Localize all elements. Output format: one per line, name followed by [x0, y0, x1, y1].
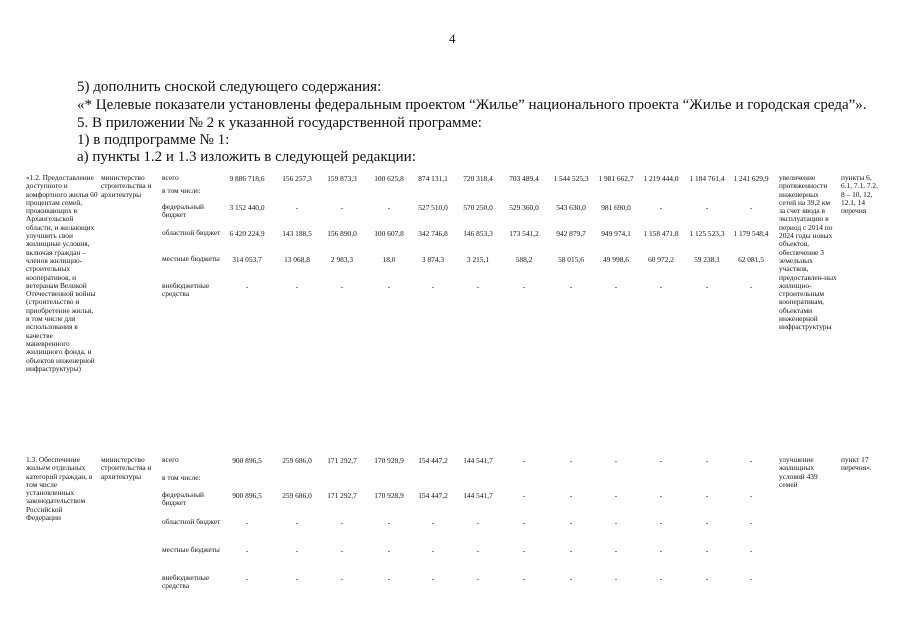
value-cell: -: [569, 491, 573, 500]
value-cell: -: [522, 546, 526, 555]
value-cell: 9 886 718,6: [229, 174, 265, 183]
value-cell: -: [522, 491, 526, 500]
value-cell: 1 184 761,4: [689, 174, 725, 183]
value-cell: -: [522, 282, 526, 291]
value-cell: 259 686,0: [282, 491, 312, 500]
value-cell: 171 292,7: [327, 491, 357, 500]
value-cell: 2 983,3: [330, 255, 354, 264]
value-cell: 49 998,6: [603, 255, 629, 264]
value-cell: -: [569, 546, 573, 555]
value-cell: -: [295, 546, 299, 555]
value-cell: 588,2: [515, 255, 533, 264]
value-cell: -: [431, 518, 435, 527]
value-cell: 570 250,0: [463, 203, 493, 212]
value-cell: -: [569, 518, 573, 527]
value-cell: 170 928,9: [374, 491, 404, 500]
source-label: местные бюджеты: [162, 545, 220, 554]
value-cell: -: [659, 282, 663, 291]
value-cell: 1 125 523,3: [689, 229, 725, 238]
value-cell: -: [749, 491, 753, 500]
value-cell: 154 447,2: [418, 456, 448, 465]
value-cell: 1 544 525,3: [553, 174, 589, 183]
value-cell: 259 686,0: [282, 456, 312, 465]
row-1-3-name: 1.3. Обеспечение жильем отдельных категорий граждан, в том числе установленных законодательством Российской Федерации: [26, 455, 93, 523]
value-cell: -: [614, 282, 618, 291]
source-label: федеральный бюджет: [162, 490, 204, 508]
row-1-2-name: «1.2. Предоставление доступного и комфортного жилья 60 процентам семей, проживающих в Архангельской области, и желающих улучшить свои жилищные условия, включая граждан – членов жилищно-строительных кооперативов, и ветеранам Великой Отечественной войны (строительство и приобретение жилья, в том числе для использования в качестве маневренного жилищного фонда, и объектов инженерной инфраструктуры): [26, 173, 98, 373]
value-cell: -: [749, 282, 753, 291]
value-cell: -: [659, 518, 663, 527]
value-cell: -: [614, 456, 618, 465]
value-cell: 942 879,7: [556, 229, 586, 238]
value-cell: -: [659, 546, 663, 555]
value-cell: 720 318,4: [463, 174, 493, 183]
text-line-2: «* Целевые показатели установлены федеральным проектом “Жилье” национального проекта “Жилье и городская среда”».: [77, 97, 867, 113]
source-label: внебюджетные средства: [162, 281, 210, 299]
source-label: всего: [162, 173, 179, 182]
value-cell: 900 896,5: [232, 491, 262, 500]
value-cell: 900 896,5: [232, 456, 262, 465]
value-cell: 342 746,8: [418, 229, 448, 238]
value-cell: -: [295, 203, 299, 212]
value-cell: 1 179 548,4: [733, 229, 769, 238]
value-cell: -: [749, 518, 753, 527]
value-cell: 60 972,2: [648, 255, 674, 264]
source-label: областной бюджет: [162, 517, 221, 526]
value-cell: 543 630,0: [556, 203, 586, 212]
value-cell: 6 420 224,9: [229, 229, 265, 238]
value-cell: 143 188,5: [282, 229, 312, 238]
value-cell: -: [245, 546, 249, 555]
value-cell: 62 081,5: [738, 255, 764, 264]
row-1-2-executor: министерство строительства и архитектуры: [101, 173, 152, 199]
value-cell: 527 510,0: [418, 203, 448, 212]
value-cell: -: [705, 203, 709, 212]
value-cell: -: [476, 546, 480, 555]
value-cell: -: [522, 518, 526, 527]
source-label: в том числе:: [162, 186, 201, 195]
value-cell: -: [245, 282, 249, 291]
value-cell: 154 447,2: [418, 491, 448, 500]
value-cell: -: [614, 546, 618, 555]
row-1-2-link: пункты 6, 6.1, 7.1, 7.2, 8 – 10, 12, 12.1, 14 перечня: [841, 173, 878, 216]
row-1-3-link: пункт 17 перечня».: [841, 455, 872, 473]
row-1-3-executor: министерство строительства и архитектуры: [101, 455, 152, 481]
value-cell: -: [295, 574, 299, 583]
text-line-5: а) пункты 1.2 и 1.3 изложить в следующей редакции:: [77, 149, 416, 165]
value-cell: -: [340, 574, 344, 583]
value-cell: -: [659, 491, 663, 500]
value-cell: -: [659, 203, 663, 212]
value-cell: -: [749, 203, 753, 212]
value-cell: 3 152 440,0: [229, 203, 265, 212]
value-cell: -: [387, 282, 391, 291]
value-cell: -: [705, 282, 709, 291]
value-cell: -: [476, 282, 480, 291]
value-cell: 18,0: [382, 255, 396, 264]
value-cell: -: [659, 456, 663, 465]
value-cell: -: [569, 574, 573, 583]
page-number: 4: [449, 31, 456, 46]
value-cell: 59 238,1: [694, 255, 720, 264]
value-cell: 156 257,3: [282, 174, 312, 183]
value-cell: -: [705, 546, 709, 555]
text-line-1: 5) дополнить сноской следующего содержания:: [77, 79, 382, 95]
value-cell: -: [245, 574, 249, 583]
value-cell: 144 541,7: [463, 456, 493, 465]
row-1-3-result: улучшение жилищных условий 439 семей: [779, 455, 818, 489]
value-cell: 1 219 444,0: [643, 174, 679, 183]
value-cell: 13 068,8: [284, 255, 310, 264]
value-cell: 3 215,1: [466, 255, 490, 264]
value-cell: 314 053,7: [232, 255, 262, 264]
value-cell: 146 853,3: [463, 229, 493, 238]
value-cell: -: [295, 282, 299, 291]
value-cell: -: [431, 574, 435, 583]
source-label: внебюджетные средства: [162, 573, 210, 591]
source-label: местные бюджеты: [162, 254, 220, 263]
value-cell: -: [476, 518, 480, 527]
source-label: федеральный бюджет: [162, 202, 204, 220]
value-cell: 170 928,9: [374, 456, 404, 465]
value-cell: 703 489,4: [509, 174, 539, 183]
value-cell: -: [295, 518, 299, 527]
value-cell: -: [522, 456, 526, 465]
value-cell: 529 360,0: [509, 203, 539, 212]
value-cell: -: [431, 546, 435, 555]
value-cell: -: [705, 456, 709, 465]
value-cell: -: [569, 456, 573, 465]
value-cell: -: [476, 574, 480, 583]
text-line-3: 5. В приложении № 2 к указанной государственной программе:: [77, 115, 482, 131]
value-cell: -: [340, 203, 344, 212]
value-cell: 144 541,7: [463, 491, 493, 500]
value-cell: -: [431, 282, 435, 291]
value-cell: 173 541,2: [509, 229, 539, 238]
value-cell: -: [705, 518, 709, 527]
value-cell: 156 890,0: [327, 229, 357, 238]
value-cell: -: [387, 574, 391, 583]
value-cell: -: [245, 518, 249, 527]
value-cell: 100 607,8: [374, 229, 404, 238]
value-cell: -: [614, 574, 618, 583]
value-cell: -: [749, 546, 753, 555]
value-cell: 949 974,1: [601, 229, 631, 238]
source-label: в том числе:: [162, 473, 201, 482]
value-cell: 981 690,0: [601, 203, 631, 212]
value-cell: 100 625,8: [374, 174, 404, 183]
value-cell: -: [705, 491, 709, 500]
value-cell: 1 158 471,8: [643, 229, 679, 238]
value-cell: 1 241 629,9: [733, 174, 769, 183]
value-cell: -: [614, 518, 618, 527]
value-cell: -: [340, 546, 344, 555]
value-cell: 874 131,1: [418, 174, 448, 183]
source-label: областной бюджет: [162, 228, 221, 237]
value-cell: -: [749, 456, 753, 465]
value-cell: 58 015,6: [558, 255, 584, 264]
value-cell: -: [614, 491, 618, 500]
value-cell: -: [705, 574, 709, 583]
source-label: всего: [162, 455, 179, 464]
value-cell: 159 873,3: [327, 174, 357, 183]
value-cell: -: [522, 574, 526, 583]
value-cell: -: [340, 282, 344, 291]
value-cell: -: [659, 574, 663, 583]
value-cell: -: [387, 518, 391, 527]
value-cell: -: [749, 574, 753, 583]
value-cell: -: [387, 546, 391, 555]
value-cell: -: [340, 518, 344, 527]
row-1-2-result: увеличение протяженности инженерных сетей на 39,2 км за счет ввода в эксплуатацию в период с 2014 по 2024 годы новых объектов, обеспечение 3 земельных участков, предоставлен-ных жилищно-строительным кооперативам, объектами инженерной инфраструктуры: [779, 173, 837, 332]
value-cell: -: [387, 203, 391, 212]
value-cell: 3 874,3: [421, 255, 445, 264]
text-line-4: 1) в подпрограмме № 1:: [77, 132, 230, 148]
value-cell: 171 292,7: [327, 456, 357, 465]
value-cell: 1 981 662,7: [598, 174, 634, 183]
value-cell: -: [569, 282, 573, 291]
